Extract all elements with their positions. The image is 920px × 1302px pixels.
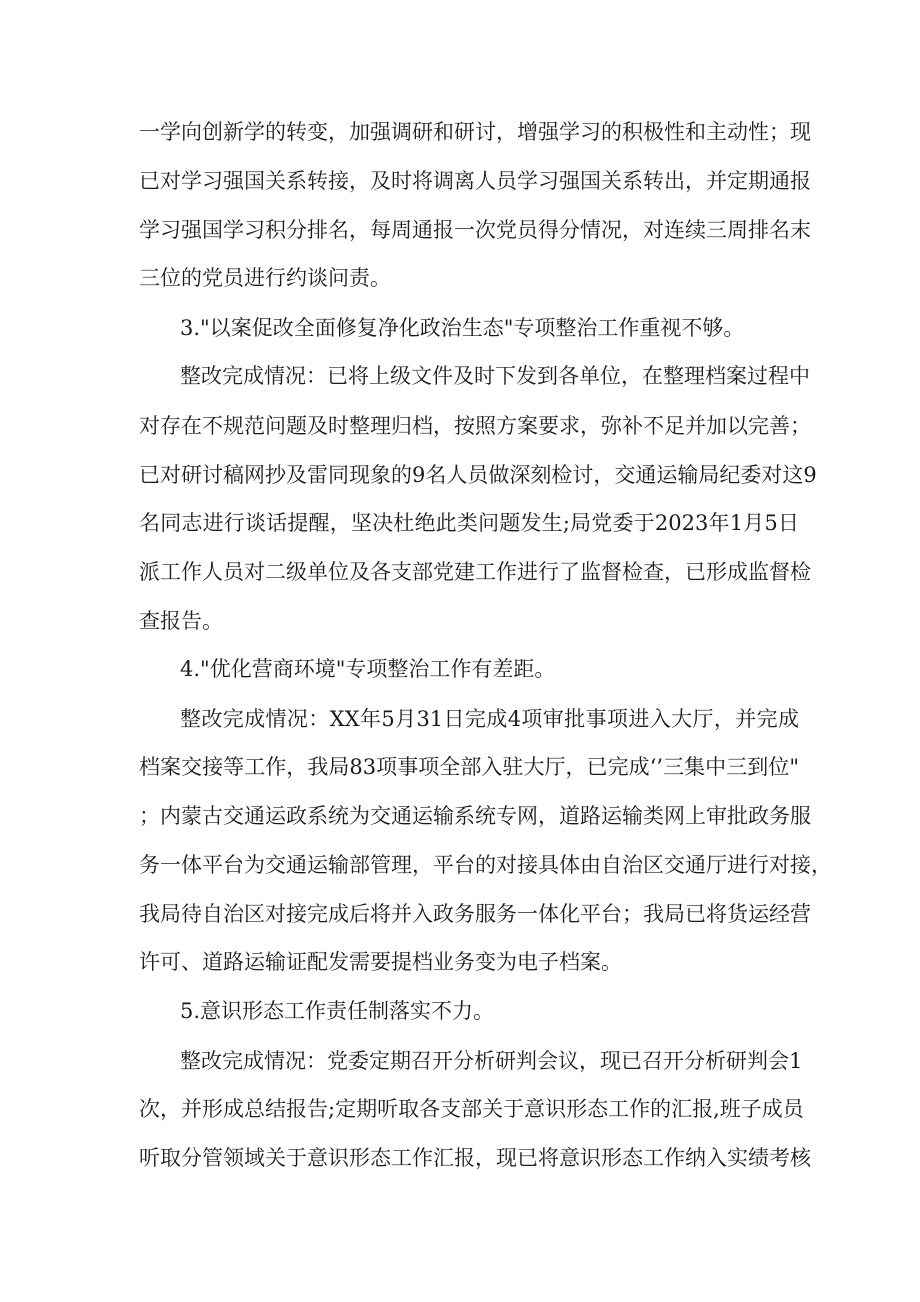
text-line: 名同志进行谈话提醒，坚决杜绝此类问题发生;局党委于2023年1月5日 xyxy=(139,511,799,535)
section-heading-3: 3."以案促改全面修复净化政治生态"专项整治工作重视不够。 xyxy=(180,316,745,340)
text-line: 学习强国学习积分排名，每周通报一次党员得分情况，对连续三周排名末 xyxy=(139,218,811,242)
text-line: 已对学习强国关系转接，及时将调离人员学习强国关系转出，并定期通报 xyxy=(139,169,811,193)
text-line: 许可、道路运输证配发需要提档业务变为电子档案。 xyxy=(139,950,622,974)
text-line: 已对研讨稿网抄及雷同现象的9名人员做深刻检讨，交通运输局纪委对这9 xyxy=(139,463,817,487)
text-line: 我局待自治区对接完成后将并入政务服务一体化平台；我局已将货运经营 xyxy=(139,902,811,926)
text-line: 对存在不规范问题及时整理归档，按照方案要求，弥补不足并加以完善； xyxy=(139,414,811,438)
text-line: 档案交接等工作，我局83项事项全部入驻大厅，已完成‘’三集中三到位" xyxy=(139,755,799,779)
text-line: 次，并形成总结报告;定期听取各支部关于意识形态工作的汇报,班子成员 xyxy=(139,1097,804,1121)
section-heading-4: 4."优化营商环境"专项整治工作有差距。 xyxy=(180,657,556,681)
text-line: ；内蒙古交通运政系统为交通运输系统专网，道路运输类网上审批政务服 xyxy=(139,804,811,828)
text-line: 听取分管领域关于意识形态工作汇报，现已将意识形态工作纳入实绩考核 xyxy=(139,1146,811,1170)
section-heading-5: 5.意识形态工作责任制落实不力。 xyxy=(180,999,495,1023)
text-line: 查报告。 xyxy=(139,609,223,633)
text-line: 整改完成情况：XX年5月31日完成4项审批事项进入大厅，并完成 xyxy=(180,707,799,731)
text-line: 三位的党员进行约谈问责。 xyxy=(139,266,391,290)
text-line: 整改完成情况：已将上级文件及时下发到各单位，在整理档案过程中 xyxy=(180,364,810,388)
text-line: 整改完成情况：党委定期召开分析研判会议，现已召开分析研判会1 xyxy=(180,1049,803,1073)
text-line: 派工作人员对二级单位及各支部党建工作进行了监督检查，已形成监督检 xyxy=(139,560,811,584)
text-line: 一学向创新学的转变，加强调研和研讨，增强学习的积极性和主动性；现 xyxy=(139,120,811,144)
text-line: 务一体平台为交通运输部管理，平台的对接具体由自治区交通厅进行对接， xyxy=(139,853,832,877)
